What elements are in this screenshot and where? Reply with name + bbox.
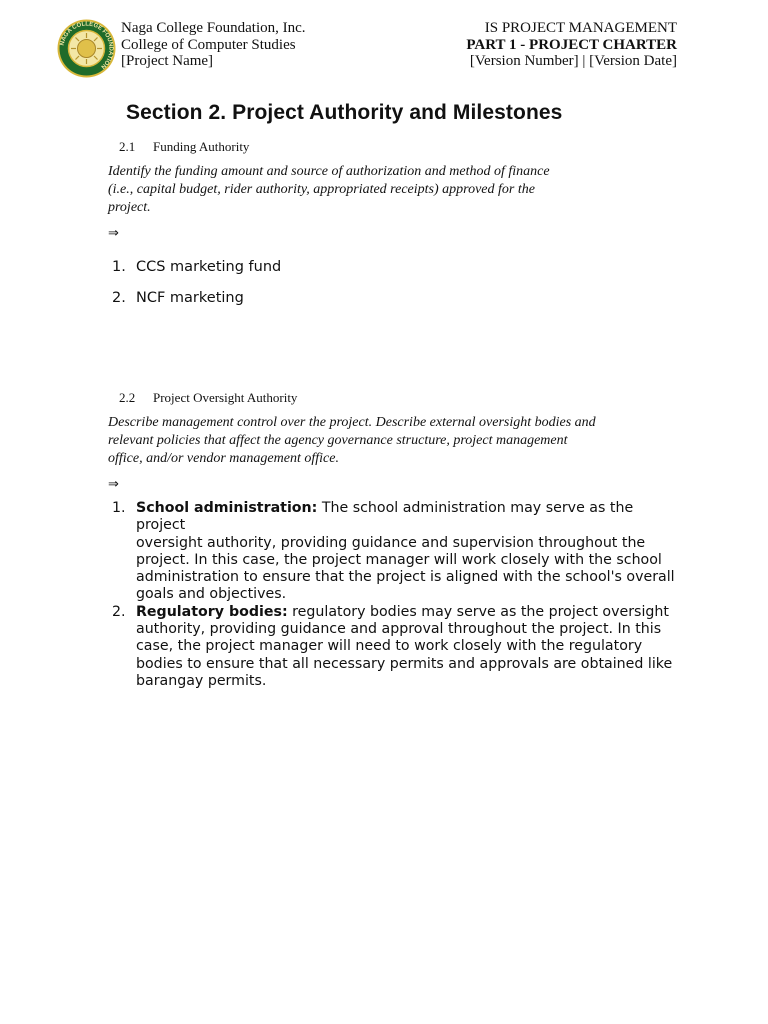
list-text: CCS marketing fund	[136, 259, 282, 275]
arrow-icon: ⇒	[108, 226, 119, 241]
list-text: NCF marketing	[136, 290, 244, 306]
description-line: Identify the funding amount and source of authorization and method of finance	[108, 164, 550, 179]
list-item	[112, 604, 682, 690]
list-text	[136, 500, 682, 604]
org-name: Naga College Foundation, Inc.	[121, 20, 306, 36]
list-item	[112, 500, 682, 604]
description-line: Describe management control over the project. Describe external oversight bodies and	[108, 415, 596, 430]
item-line: The school administration may serve as the project	[136, 500, 634, 534]
item-line: goals and objectives.	[136, 586, 287, 603]
oversight-list	[112, 500, 682, 690]
item-heading: School administration:	[136, 500, 318, 516]
subsection-title: Project Oversight Authority	[153, 390, 298, 405]
header-right	[466, 20, 677, 70]
subsection-title: Funding Authority	[153, 139, 250, 154]
item-line: barangay permits.	[136, 672, 267, 689]
college-name: College of Computer Studies	[121, 36, 296, 53]
item-line: regulatory bodies may serve as the project oversight	[287, 603, 669, 620]
section-title: Section 2. Project Authority and Milestones	[126, 101, 563, 124]
part-title: PART 1 - PROJECT CHARTER	[466, 36, 677, 53]
list-text	[136, 604, 672, 690]
arrow-icon: ⇒	[108, 477, 119, 492]
item-line: authority, providing guidance and approval throughout the project. In this	[136, 621, 662, 638]
header-left	[121, 20, 306, 70]
subsection-number: 2.1	[119, 139, 136, 154]
item-line: administration to ensure that the project is aligned with the school's overall	[136, 569, 675, 586]
oversight-description	[108, 414, 596, 468]
item-line: project. In this case, the project manager will work closely with the school	[136, 551, 662, 568]
project-name: [Project Name]	[121, 53, 214, 69]
list-number: 1.	[112, 500, 126, 516]
list-item	[112, 258, 281, 276]
seal-ring-text: NAGA COLLEGE FOUNDATION	[59, 21, 114, 70]
description-line: project.	[108, 200, 151, 215]
funding-description	[108, 163, 550, 217]
subsection-number: 2.2	[119, 390, 136, 405]
list-number: 1.	[112, 259, 126, 275]
course-title: IS PROJECT MANAGEMENT	[484, 20, 677, 36]
item-heading: Regulatory bodies:	[136, 603, 288, 620]
funding-list	[112, 258, 281, 320]
description-line: (i.e., capital budget, rider authority, appropriated receipts) approved for the	[108, 182, 535, 197]
list-number: 2.	[112, 290, 126, 306]
item-line: oversight authority, providing guidance and supervision throughout the	[136, 534, 646, 551]
college-seal-logo	[57, 19, 116, 78]
list-number: 2.	[112, 603, 126, 620]
description-line: office, and/or vendor management office.	[108, 451, 339, 466]
description-line: relevant policies that affect the agency governance structure, project management	[108, 433, 568, 448]
subsection-oversight-heading	[119, 390, 297, 406]
item-line: case, the project manager will need to work closely with the regulatory	[136, 638, 643, 655]
subsection-funding-heading	[119, 139, 249, 155]
item-line: bodies to ensure that all necessary permits and approvals are obtained like	[136, 655, 673, 672]
list-item	[112, 289, 281, 307]
version-info: [Version Number] | [Version Date]	[469, 53, 677, 69]
